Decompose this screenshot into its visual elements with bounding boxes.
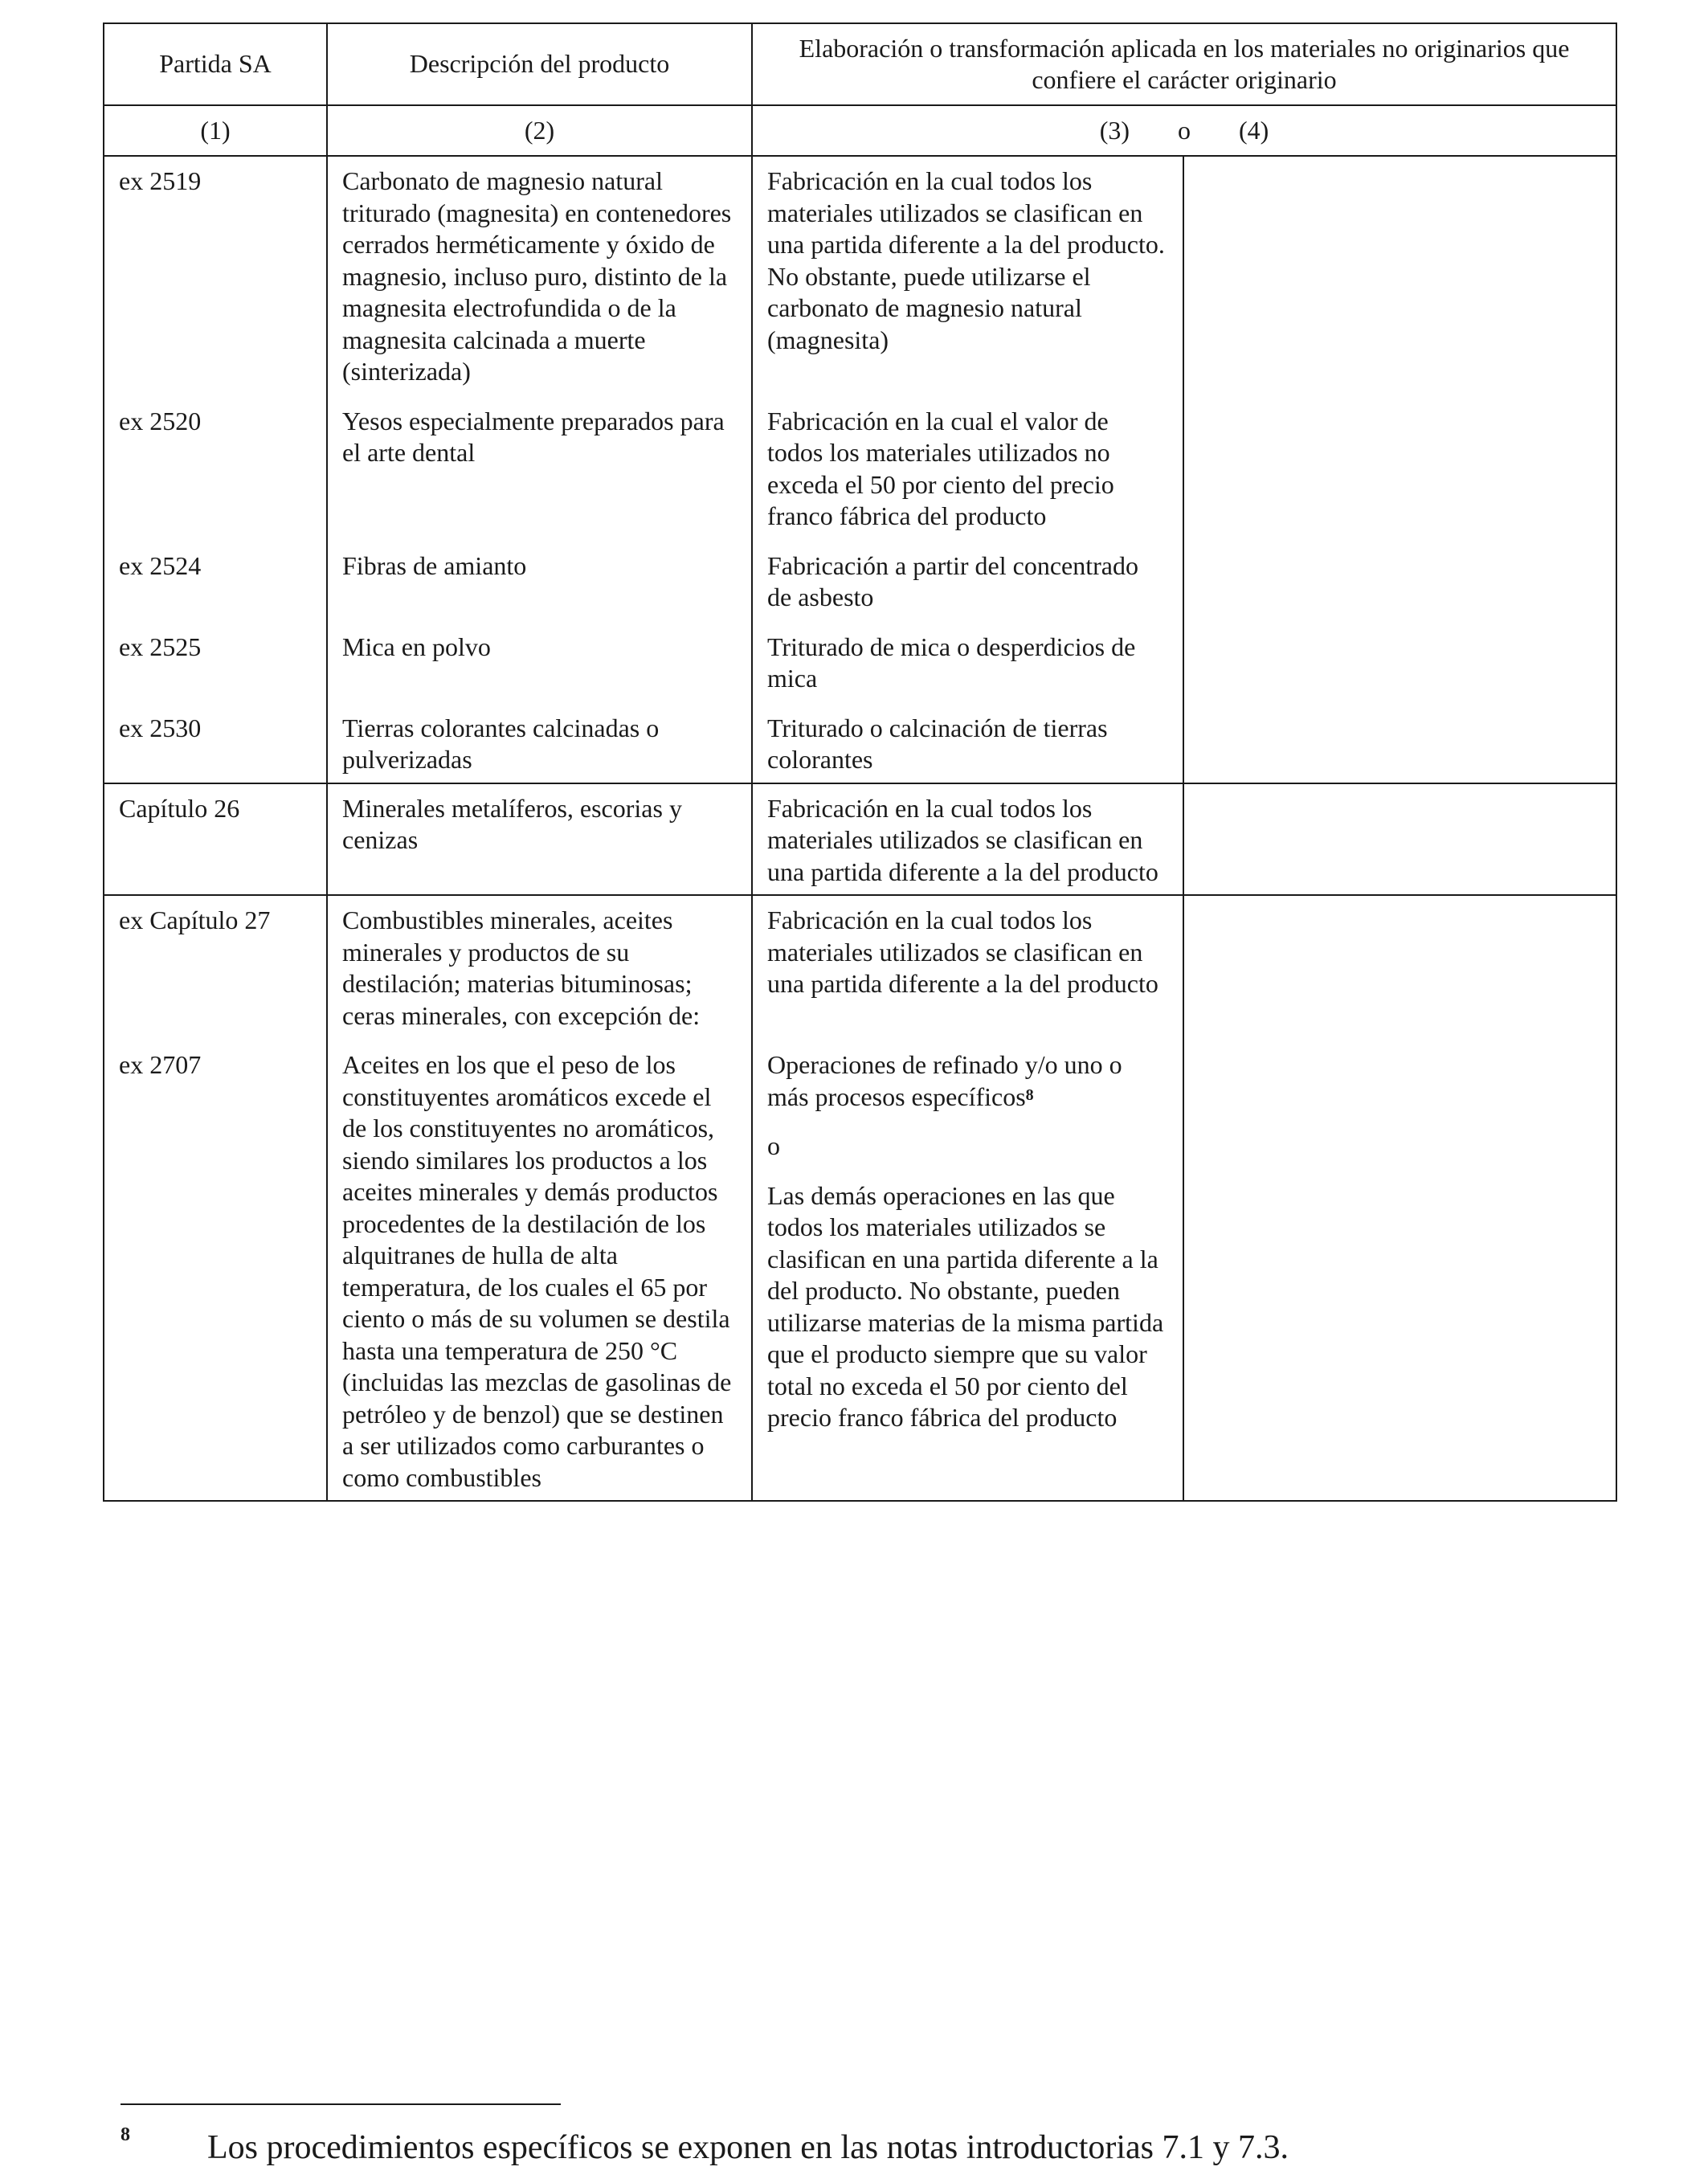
row-alt-rule bbox=[1183, 895, 1616, 1032]
row-rule: Fabricación en la cual todos los materiales utilizados se clasifican en una partida diferente a la del producto bbox=[752, 895, 1183, 1032]
table-row bbox=[104, 388, 1616, 533]
row-rule: Fabricación en la cual todos los materiales utilizados se clasifican en una partida diferente a la del producto bbox=[752, 783, 1183, 896]
row-alt-rule bbox=[1183, 388, 1616, 533]
footnote-number: 8 bbox=[121, 2124, 130, 2145]
rule-option-b: Las demás operaciones en las que todos los materiales utilizados se clasifican en una partida diferente a la del producto. No obstante, pueden utilizarse materias de la misma partida que el producto siempre que su valor total no exceda el 50 por ciento del precio franco fábrica del producto bbox=[767, 1180, 1164, 1432]
row-description: Minerales metalíferos, escorias y cenizas bbox=[327, 783, 752, 896]
table-row bbox=[104, 695, 1616, 783]
row-description: Fibras de amianto bbox=[327, 533, 752, 614]
row-code: ex 2524 bbox=[104, 533, 327, 614]
header-partida-sa: Partida SA bbox=[104, 23, 327, 105]
row-description: Mica en polvo bbox=[327, 614, 752, 695]
footnote-divider bbox=[121, 2103, 561, 2105]
table-column-numbers-row bbox=[104, 105, 1616, 156]
row-rule: Fabricación en la cual el valor de todos los materiales utilizados no exceda el 50 por ciento del precio franco fábrica del producto bbox=[752, 388, 1183, 533]
table-row bbox=[104, 783, 1616, 896]
row-code: ex 2520 bbox=[104, 388, 327, 533]
row-description: Carbonato de magnesio natural triturado (magnesita) en contenedores cerrados herméticamente y óxido de magnesio, incluso puro, distinto de la magnesita electrofundida o de la magnesita calcinada a muerte (sinterizada) bbox=[327, 156, 752, 388]
column-number-1: (1) bbox=[104, 105, 327, 156]
row-code: ex 2519 bbox=[104, 156, 327, 388]
row-code: ex 2525 bbox=[104, 614, 327, 695]
row-description: Combustibles minerales, aceites minerales y productos de su destilación; materias bituminosas; ceras minerales, con excepción de: bbox=[327, 895, 752, 1032]
row-rule: Fabricación en la cual todos los materiales utilizados se clasifican en una partida diferente a la del producto. No obstante, puede utilizarse el carbonato de magnesio natural (magnesita) bbox=[752, 156, 1183, 388]
footnote-reference: 8 bbox=[1025, 1085, 1034, 1104]
table-header-row bbox=[104, 23, 1616, 105]
row-alt-rule bbox=[1183, 533, 1616, 614]
rule-option-a-text: Operaciones de refinado y/o uno o más procesos específicos bbox=[767, 1050, 1122, 1111]
header-elaboracion: Elaboración o transformación aplicada en los materiales no originarios que confiere el carácter originario bbox=[752, 23, 1616, 105]
row-rule: Triturado de mica o desperdicios de mica bbox=[752, 614, 1183, 695]
row-alt-rule bbox=[1183, 1032, 1616, 1501]
row-code: Capítulo 26 bbox=[104, 783, 327, 896]
row-alt-rule bbox=[1183, 695, 1616, 783]
column-number-2: (2) bbox=[327, 105, 752, 156]
row-alt-rule bbox=[1183, 783, 1616, 896]
row-description: Yesos especialmente preparados para el arte dental bbox=[327, 388, 752, 533]
table-row bbox=[104, 533, 1616, 614]
rule-option-a bbox=[767, 1049, 1168, 1113]
column-or-separator: o bbox=[1178, 115, 1191, 145]
row-code: ex Capítulo 27 bbox=[104, 895, 327, 1032]
table-row bbox=[104, 1032, 1616, 1501]
origin-rules-table bbox=[103, 22, 1617, 1502]
row-code: ex 2707 bbox=[104, 1032, 327, 1501]
table-row bbox=[104, 156, 1616, 388]
row-code: ex 2530 bbox=[104, 695, 327, 783]
footnote-text: Los procedimientos específicos se exponen en las notas introductorias 7.1 y 7.3. bbox=[207, 2129, 1289, 2166]
column-number-4: (4) bbox=[1239, 115, 1269, 145]
row-alt-rule bbox=[1183, 156, 1616, 388]
table-row bbox=[104, 614, 1616, 695]
column-number-3: (3) bbox=[1099, 115, 1130, 145]
row-rule: Fabricación a partir del concentrado de asbesto bbox=[752, 533, 1183, 614]
header-descripcion: Descripción del producto bbox=[327, 23, 752, 105]
row-description: Aceites en los que el peso de los constituyentes aromáticos excede el de los constituyentes no aromáticos, siendo similares los productos a los aceites minerales y demás productos procedentes de la destilación de los alquitranes de hulla de alta temperatura, de los cuales el 65 por ciento o más de su volumen se destila hasta una temperatura de 250 °C (incluidas las mezclas de gasolinas de petróleo y de benzol) que se destinen a ser utilizados como carburantes o como combustibles bbox=[327, 1032, 752, 1501]
row-rule: Triturado o calcinación de tierras colorantes bbox=[752, 695, 1183, 783]
rule-or-separator: o bbox=[767, 1131, 780, 1160]
row-alt-rule bbox=[1183, 614, 1616, 695]
table-row bbox=[104, 895, 1616, 1032]
row-rule-group bbox=[752, 1032, 1183, 1501]
column-number-3-4 bbox=[752, 105, 1616, 156]
row-description: Tierras colorantes calcinadas o pulverizadas bbox=[327, 695, 752, 783]
